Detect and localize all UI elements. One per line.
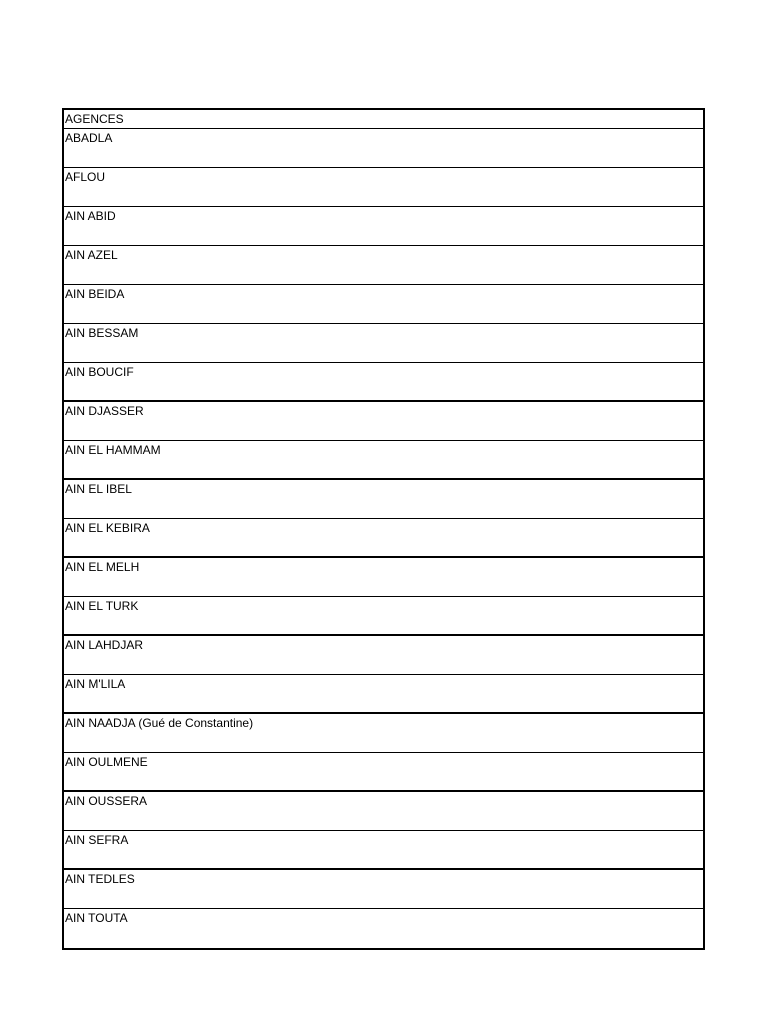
table-row: AIN LAHDJAR [64,636,703,675]
table-row: AIN ABID [64,207,703,246]
table-row: AIN EL TURK [64,597,703,636]
table-row: AIN DJASSER [64,402,703,441]
table-row: ABADLA [64,129,703,168]
table-row: AIN SEFRA [64,831,703,870]
table-header: AGENCES [64,110,703,129]
table-row: AIN TOUTA [65,911,128,925]
agencies-table [62,108,705,950]
table-row: AIN OUSSERA [64,792,703,831]
table-row: AIN EL MELH [64,558,703,597]
table-row: AIN M'LILA [64,675,703,714]
table-row: AIN EL KEBIRA [64,519,703,558]
table-row: AIN EL HAMMAM [64,441,703,480]
table-row: AFLOU [64,168,703,207]
table-row: AIN BESSAM [64,324,703,363]
table-row: AIN AZEL [64,246,703,285]
table-row: AIN BOUCIF [64,363,703,402]
table-row: AIN TEDLES [64,870,703,909]
table-row: AIN BEIDA [64,285,703,324]
table-row: AIN EL IBEL [64,480,703,519]
table-row: AIN OULMENE [64,753,703,792]
table-row: AIN NAADJA (Gué de Constantine) [64,714,703,753]
